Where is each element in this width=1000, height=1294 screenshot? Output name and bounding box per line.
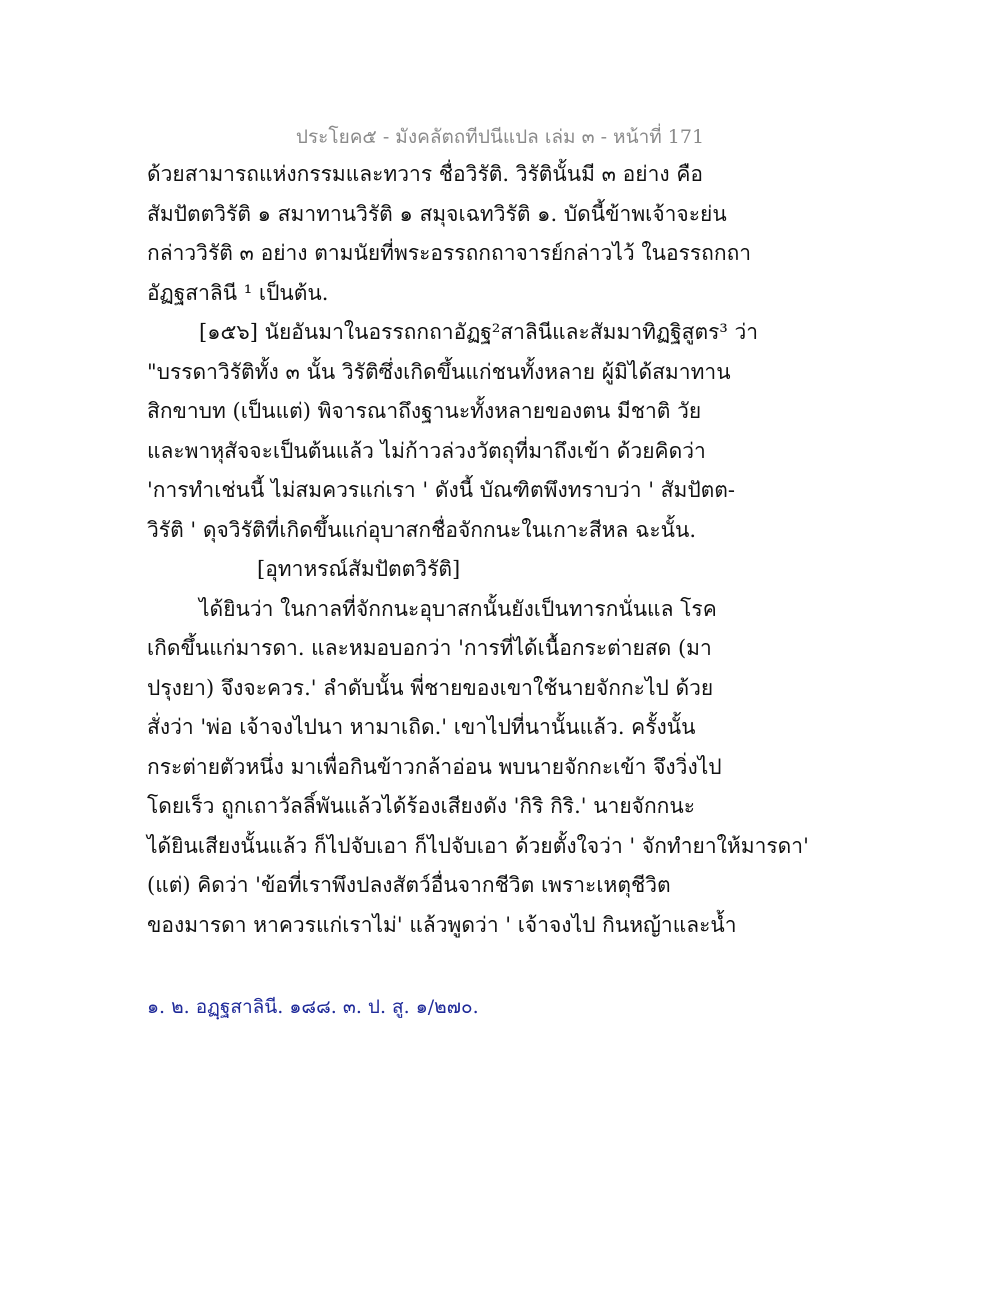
text-line: ด้วยสามารถแห่งกรรมและทวาร ชื่อวิรัติ. วิรัตินั้นมี ๓ อย่าง คือ: [147, 162, 703, 186]
text-line: ปรุงยา) จึงจะควร.' ลำดับนั้น พี่ชายของเขาใช้นายจักกะไป ด้วย: [147, 675, 714, 700]
text-line: กล่าววิรัติ ๓ อย่าง ตามนัยที่พระอรรถกถาจารย์กล่าวไว้ ในอรรถกถา: [147, 241, 752, 265]
text-line: สิกขาบท (เป็นแต่) พิจารณาถึงฐานะทั้งหลายของตน มีชาติ วัย: [147, 399, 702, 423]
text-line: เกิดขึ้นแก่มารดา. และหมอบอกว่า 'การที่ได้เนื้อกระต่ายสด (มา: [147, 636, 712, 660]
footnote: ๑. ๒. อฏฺฐสาลินี. ๑๘๘. ๓. ป. สู. ๑/๒๗๐.: [147, 996, 479, 1018]
text-line: อัฏฐสาลินี ¹ เป็นต้น.: [147, 280, 329, 305]
text-line: (แต่) คิดว่า 'ข้อที่เราพึงปลงสัตว์อื่นจากชีวิต เพราะเหตุชีวิต: [147, 873, 671, 897]
body-text: [147, 156, 809, 946]
text-line: "บรรดาวิรัติทั้ง ๓ นั้น วิรัติซึ่งเกิดขึ้นแก่ชนทั้งหลาย ผู้มิได้สมาทาน: [147, 359, 731, 384]
section-heading: [อุทาหรณ์สัมปัตตวิรัติ]: [257, 557, 461, 581]
text-line: โดยเร็ว ถูกเถาวัลลิ์พันแล้วได้ร้องเสียงดัง 'กิริ กิริ.' นายจักกนะ: [147, 794, 696, 818]
text-line: 'การทำเช่นนี้ ไม่สมควรแก่เรา ' ดังนี้ บัณฑิตพึงทราบว่า ' สัมปัตต-: [147, 478, 736, 502]
paragraph-start-line: [๑๕๖] นัยอันมาในอรรถกถาอัฏฐ²สาลินีและสัมมาทิฏฐิสูตร³ ว่า: [199, 320, 759, 344]
text-line: สัมปัตตวิรัติ ๑ สมาทานวิรัติ ๑ สมุจเฉทวิรัติ ๑. บัดนี้ข้าพเจ้าจะย่น: [147, 201, 727, 226]
text-line: และพาหุสัจจะเป็นต้นแล้ว ไม่ก้าวล่วงวัตถุที่มาถึงเข้า ด้วยคิดว่า: [147, 438, 706, 463]
text-line: ของมารดา หาควรแก่เราไม่' แล้วพูดว่า ' เจ้าจงไป กินหญ้าและน้ำ: [147, 912, 737, 937]
running-header: ประโยค๕ - มังคลัตถทีปนีแปล เล่ม ๓ - หน้าที่ 171: [295, 126, 705, 148]
text-line: ได้ยินเสียงนั้นแล้ว ก็ไปจับเอา ก็ไปจับเอา ด้วยตั้งใจว่า ' จักทำยาให้มารดา': [147, 833, 809, 858]
text-line: สั่งว่า 'พ่อ เจ้าจงไปนา หามาเถิด.' เขาไปที่นานั้นแล้ว. ครั้งนั้น: [147, 715, 696, 739]
paragraph-start-line: ได้ยินว่า ในกาลที่จักกนะอุบาสกนั้นยังเป็นทารกนั่นแล โรค: [199, 596, 717, 621]
text-line: กระต่ายตัวหนึ่ง มาเพื่อกินข้าวกล้าอ่อน พบนายจักกะเข้า จึงวิ่งไป: [147, 754, 722, 779]
text-line: วิรัติ ' ดุจวิรัติที่เกิดขึ้นแก่อุบาสกชื่อจักกนะในเกาะสีหล ฉะนั้น.: [147, 517, 697, 542]
